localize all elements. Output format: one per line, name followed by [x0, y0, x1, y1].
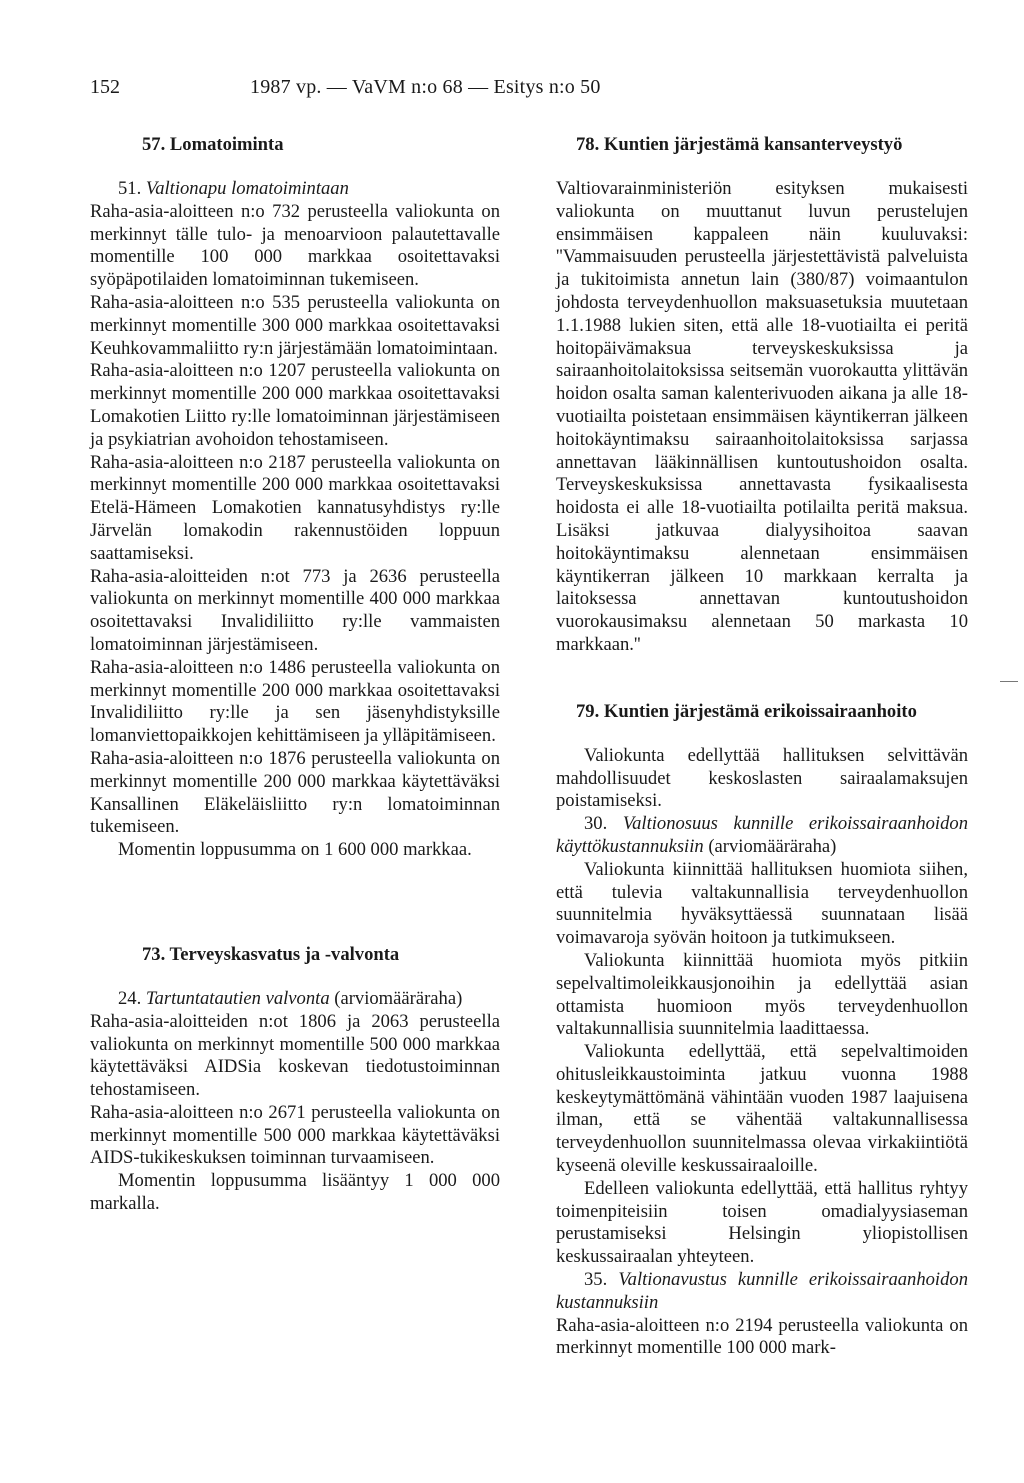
section-79-heading: 79. Kuntien järjestämä erikoissairaanhoito: [576, 700, 917, 722]
margin-dash: [1000, 681, 1018, 682]
paragraph: Raha-asia-aloitteen n:o 2187 perusteella valiokunta on merkinnyt momentille 200 000 markkaa osoitettavaksi Etelä-Hämeen Lomakotien kannatusyhdistys ry:lle Järvelän lomakodin rakennustöiden loppuun saattamiseksi.: [90, 451, 500, 564]
paragraph-total: Momentin loppusumma lisääntyy 1 000 000 markalla.: [90, 1170, 500, 1215]
paragraph: Valtiovarainministeriön esityksen mukaisesti valiokunta on muuttanut luvun perustelujen ensimmäisen kappaleen näin kuuluvaksi: ''Vammaisuuden perusteella järjestettävistä palveluista ja tukitoimista annetun lain (380/87) voimaantulon johdosta terveydenhuollon maksuasetuksia muutetaan 1.1.1988 lukien siten, että alle 18-vuotiailta ei peritä hoitopäivämaksua terveyskeskuksissa ja sairaanhoitolaitoksissa seitsemän vuorokautta ylittävän hoidon osalta saman kalenterivuoden aikana ja alle 18-vuotiailta poistetaan ensimmäisen käyntikerran jälkeen hoitokäyntimaksu sairaanhoitolaitoksissa sarjassa annettavan lääkinnällisen kuntoutushoidon osalta. Terveyskeskuksissa annettavasta fysikaalisesta hoidosta ei alle 18-vuotiailta potilailta peritä maksua. Lisäksi jatkuvaa dialyysihoitoa saavan hoitokäyntimaksu alennetaan ensimmäisen käyntikerran jälkeen 10 markkaan kerralta ja laitoksessa annettavan kuntoutushoidon vuorokausimaksu alennetaan 50 markasta 10 markkaan.'': [556, 178, 968, 655]
item-35-title: Valtionavustus kunnille erikoissairaanhoidon kustannuksiin: [556, 1269, 968, 1313]
paragraph: Valiokunta edellyttää hallituksen selvittävän mahdollisuudet keskoslasten sairaalamaksujen poistamiseksi.: [556, 744, 968, 812]
item-51-heading: [90, 178, 500, 201]
section-57-heading: 57. Lomatoiminta: [142, 134, 284, 155]
right-column: [556, 134, 968, 1360]
item-51-number: 51.: [118, 178, 142, 199]
paragraph: Raha-asia-aloitteen n:o 2671 perusteella valiokunta on merkinnyt momentille 500 000 markkaa käytettäväksi AIDS-tukikeskuksen toiminnan turvaamiseen.: [90, 1101, 500, 1169]
section-73-heading: 73. Terveyskasvatus ja -valvonta: [142, 943, 400, 965]
item-30-note: (arviomääräraha): [708, 835, 837, 857]
item-51-title: Valtionapu lomatoimintaan: [145, 178, 349, 199]
left-column: [90, 134, 500, 1216]
item-24-number: 24.: [118, 987, 142, 1009]
paragraph: Raha-asia-aloitteen n:o 1207 perusteella valiokunta on merkinnyt momentille 200 000 markkaa osoitettavaksi Lomakotien Liitto ry:lle lomatoiminnan järjestämiseen ja psykiatrian avohoidon tehostamiseen.: [90, 360, 500, 450]
paragraph-total: Momentin loppusumma on 1 600 000 markkaa.: [118, 839, 472, 861]
page-number: 152: [90, 76, 120, 98]
paragraph: Valiokunta edellyttää, että sepelvaltimoiden ohitusleikkaustoiminta jatkuu vuonna 1988 keskeytymättömänä vähintään vuoden 1987 laajuisena ilman, että se vähentää valtakunnallisessa terveydenhuollon suunnitelmassa olevaa virkakiintiötä kyseenä oleville keskussairaaloille.: [556, 1041, 968, 1177]
paragraph: Raha-asia-aloitteen n:o 1876 perusteella valiokunta on merkinnyt momentille 200 000 markkaa käytettäväksi Kansallinen Eläkeläisliitto ry:n lomatoiminnan tukemiseen.: [90, 747, 500, 838]
item-30-heading: [556, 813, 968, 859]
item-30-title: Valtionosuus kunnille erikoissairaanhoidon käyttökustannuksiin: [556, 813, 968, 857]
item-24-note: (arviomääräraha): [334, 987, 463, 1009]
paragraph: Raha-asia-aloitteen n:o 2194 perusteella valiokunta on merkinnyt momentille 100 000 mark-: [556, 1314, 968, 1359]
paragraph: Raha-asia-aloitteiden n:ot 1806 ja 2063 perusteella valiokunta on merkinnyt momentille 500 000 markkaa käytettäväksi AIDSia koskevan tiedotustoiminnan tehostamiseen.: [90, 1010, 500, 1101]
paragraph: Raha-asia-aloitteen n:o 535 perusteella valiokunta on merkinnyt momentille 300 000 markkaa osoitettavaksi Keuhkovammaliitto ry:n järjestämään lomatoimintaan.: [90, 291, 500, 359]
paragraph: Edelleen valiokunta edellyttää, että hallitus ryhtyy toimenpiteisiin toisen omadialyysiaseman perustamiseksi Helsingin yliopistollisen keskussairaalan yhteyteen.: [556, 1177, 968, 1268]
item-24-title: Tartuntatautien valvonta: [145, 987, 330, 1009]
paragraph: Raha-asia-aloitteiden n:ot 773 ja 2636 perusteella valiokunta on merkinnyt momentille 400 000 markkaa osoitettavaksi Invalidiliitto ry:lle vammaisten lomatoiminnan järjestämiseen.: [90, 565, 500, 655]
paragraph: Raha-asia-aloitteen n:o 732 perusteella valiokunta on merkinnyt tälle tulo- ja menoarvioon palautettavalle momentille 100 000 markkaa osoitettavaksi syöpäpotilaiden lomatoiminnan tukemiseen.: [90, 200, 500, 291]
item-24-heading: [90, 988, 500, 1011]
paragraph: Raha-asia-aloitteen n:o 1486 perusteella valiokunta on merkinnyt momentille 200 000 markkaa osoitettavaksi Invalidiliitto ry:lle ja sen jäsenyhdistyksille lomanviettopaikkojen kehittämiseen ja ylläpitämiseen.: [90, 656, 500, 747]
paragraph: Valiokunta kiinnittää huomiota myös pitkiin sepelvaltimoleikkausjonoihin ja edellyttää asian ottamista huomioon myös terveydenhuollon valtakunnallisia suunnitelmia laadittaessa.: [556, 949, 968, 1040]
section-78-heading: 78. Kuntien järjestämä kansanterveystyö: [576, 134, 903, 155]
item-35-heading: [556, 1269, 968, 1315]
running-title: 1987 vp. — VaVM n:o 68 — Esitys n:o 50: [250, 76, 601, 98]
item-30-number: 30.: [584, 813, 608, 835]
item-35-number: 35.: [584, 1269, 608, 1291]
paragraph: Valiokunta kiinnittää hallituksen huomiota siihen, että tulevia valtakunnallisia terveydenhuollon suunnitelmia hyväksyttäessä suunnataan lisää voimavaroja syövän hoitoon ja tutkimukseen.: [556, 858, 968, 949]
